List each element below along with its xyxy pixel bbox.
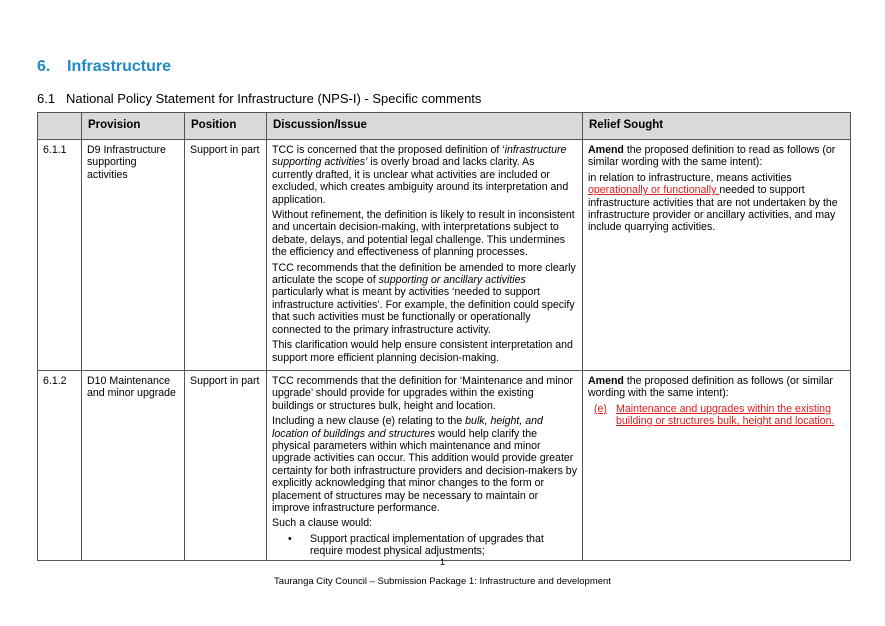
italic-term: supporting or ancillary activities (378, 274, 526, 287)
discussion-paragraph (272, 415, 577, 514)
row-provision: D10 Maintenance and minor upgrade (82, 370, 185, 560)
text-run: the proposed definition as follows (or similar wording with the same intent): (588, 374, 833, 400)
page-footer: Tauranga City Council – Submission Package 1: Infrastructure and development (274, 576, 611, 587)
text-run: particularly what is meant by activities ‘needed to support infrastructure activities’. For example, the definition could specify that such activities must be functionally or operationally connected to the primary infrastructure activity. (272, 286, 575, 336)
text-run: should provide for upgrades within the existing buildings or structures bulk, height and location. (272, 387, 534, 412)
subsection-title: National Policy Statement for Infrastructure (NPS-I) - Specific comments (66, 91, 482, 106)
text-run: would help clarify the physical parameters within which maintenance and minor upgrade activities can occur. This addition would provide greater certainty for both infrastructure providers and decision-makers by explicitly acknowledging that minor changes to the form or placement of structures may be necessary to maintain or improve infrastructure performance. (272, 427, 577, 514)
discussion-paragraph (272, 262, 577, 336)
italic-term: bulk, height, and location of buildings and structures (272, 415, 543, 440)
submission-table (37, 112, 851, 561)
header-position: Position (185, 113, 267, 140)
page-number: 1 (439, 557, 445, 567)
text-run: TCC recommends that the definition be amended to more clearly articulate the scope of (272, 261, 576, 287)
row-ref: 6.1.2 (38, 370, 82, 560)
bullet-list (284, 533, 577, 558)
row-discussion (267, 140, 583, 371)
relief-intro (588, 375, 845, 400)
row-relief (583, 140, 851, 371)
row-ref: 6.1.1 (38, 140, 82, 371)
header-discussion: Discussion/Issue (267, 113, 583, 140)
text-run: Including a new clause (e) relating to the (272, 415, 466, 428)
discussion-paragraph (272, 144, 577, 206)
text-run: needed to support infrastructure activities that are not undertaken by the infrastructure provider or ancillary activities, and may include quarrying activities. (588, 184, 838, 234)
table-header-row (38, 113, 851, 140)
discussion-paragraph: This clarification would help ensure consistent interpretation and support more efficient planning decision-making. (272, 339, 573, 364)
row-position: Support in part (185, 370, 267, 560)
section-number: 6. (37, 58, 51, 75)
text-run: TCC recommends that the definition for ‘Maintenance and minor upgrade’ (272, 374, 573, 400)
header-ref (38, 113, 82, 140)
inserted-clause (594, 403, 845, 428)
row-relief (583, 370, 851, 560)
section-heading (37, 58, 171, 76)
row-discussion (267, 370, 583, 560)
section-title: Infrastructure (67, 58, 172, 75)
header-relief: Relief Sought (583, 113, 851, 140)
discussion-paragraph: Such a clause would: (272, 517, 373, 530)
amend-label: Amend (588, 374, 624, 387)
text-run: the proposed definition to read as follows (or similar wording with the same intent): (588, 144, 836, 169)
inserted-text: operationally or functionally (588, 184, 720, 197)
relief-intro (588, 144, 845, 169)
text-run: TCC is concerned that the proposed definition of ‘ (272, 144, 505, 156)
subsection-number: 6.1 (37, 91, 56, 106)
amend-label: Amend (588, 144, 624, 156)
table-row (38, 140, 851, 371)
row-provision: D9 Infrastructure supporting activities (82, 140, 185, 371)
discussion-paragraph: Without refinement, the definition is likely to result in inconsistent and uncertain decision-making, with interpretations subject to debate, delays, and potential legal challenge. This undermines the efficiency and effectiveness of planning processes. (272, 209, 575, 259)
text-run: in relation to infrastructure, means activities (588, 171, 792, 184)
subsection-heading (37, 91, 481, 106)
clause-label: (e) (594, 402, 607, 415)
header-provision: Provision (82, 113, 185, 140)
table-row (38, 370, 851, 560)
text-run: is overly broad and lacks clarity. As currently drafted, it is unclear what activities are included or excluded, which creates ambiguity around its interpretation and application. (272, 156, 569, 206)
list-item: • Support practical implementation of upgrades that require modest physical adjustments; (284, 533, 577, 558)
italic-term: infrastructure supporting activities’ (272, 144, 567, 169)
discussion-paragraph (272, 375, 577, 412)
row-position: Support in part (185, 140, 267, 371)
relief-definition (588, 172, 845, 234)
clause-text: Maintenance and upgrades within the existing building or structures bulk, height and location. (616, 402, 835, 428)
